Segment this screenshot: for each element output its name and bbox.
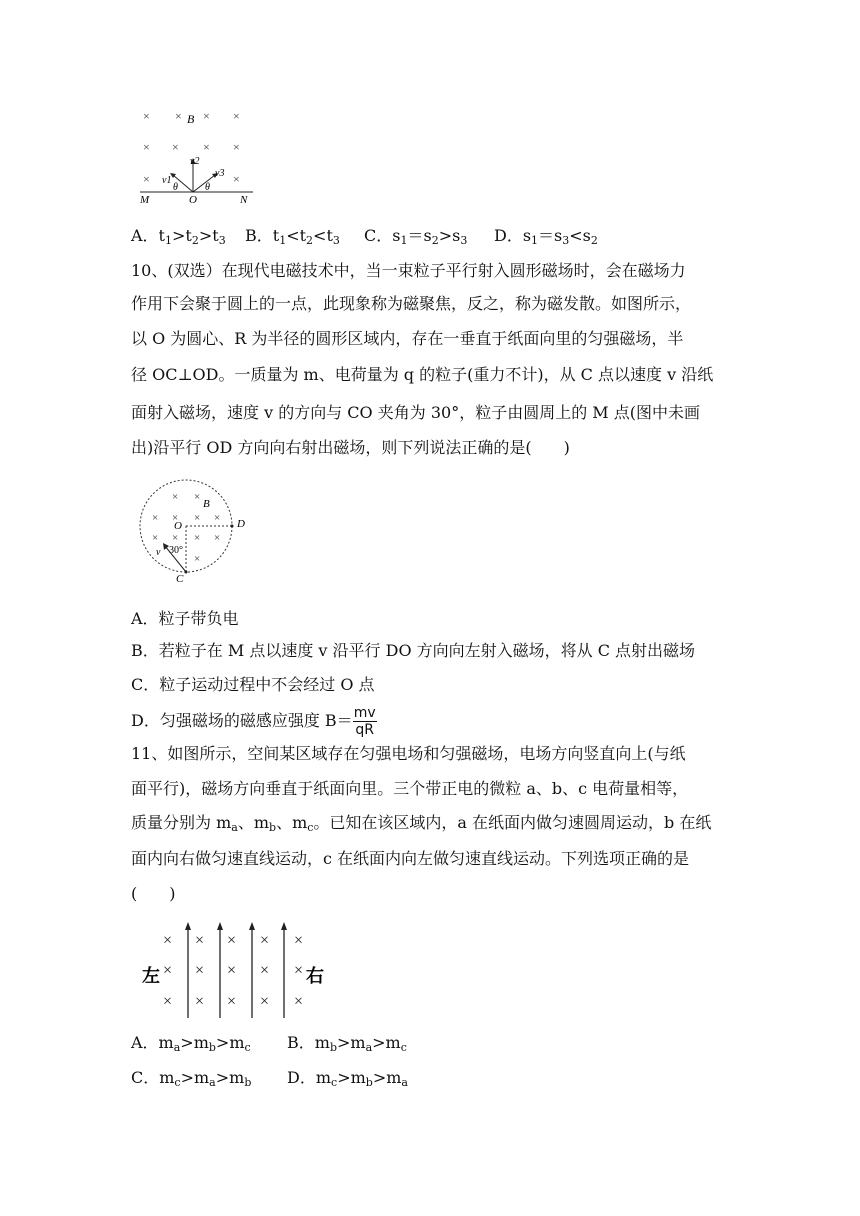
q11-option-D[interactable]: D．$m_c>m_b>m_a$ (287, 1068, 408, 1089)
q11-line-2: 面平行)，磁场方向垂直于纸面向里。三个带正电的微粒 a、b、c 电荷量相等， (131, 779, 689, 798)
q11-line-5: ( ) (131, 884, 176, 903)
label-O: O (174, 520, 182, 532)
svg-text:×: × (172, 491, 179, 503)
q10-option-C[interactable]: C．粒子运动过程中不会经过 O 点 (131, 675, 375, 694)
svg-text:×: × (172, 512, 179, 524)
label-N: N (240, 194, 248, 204)
magnetic-field-crosses (163, 932, 303, 1010)
svg-text:×: × (143, 140, 150, 154)
svg-text:×: × (163, 932, 173, 949)
q11-option-A[interactable]: A．$m_a>m_b>m_c$ (131, 1033, 251, 1054)
svg-text:×: × (233, 109, 240, 123)
svg-text:×: × (294, 932, 304, 949)
label-theta-right: θ (205, 182, 210, 193)
q11-option-B[interactable]: B．$m_b>m_a>m_c$ (287, 1033, 407, 1054)
svg-text:×: × (233, 140, 240, 154)
label-v: v (156, 547, 161, 558)
svg-text:×: × (152, 532, 159, 544)
svg-text:×: × (152, 512, 159, 524)
label-v1: v1 (162, 175, 172, 186)
svg-text:×: × (195, 932, 205, 949)
q9-option-B[interactable]: B．$t_1<t_2<t_3$ (245, 226, 340, 247)
q10-option-D-text: D．匀强磁场的磁感应强度 B＝ (131, 711, 353, 730)
q11-line-3: 质量分别为 $m_a$、$m_b$、$m_c$。已知在该区域内，a 在纸面内做匀速圆周运动，b 在纸 (131, 813, 712, 834)
svg-text:×: × (294, 993, 304, 1010)
q10-line-2: 作用下会聚于圆上的一点，此现象称为磁聚焦，反之，称为磁发散。如图所示， (131, 294, 692, 313)
q10-option-A[interactable]: A．粒子带负电 (131, 609, 239, 628)
svg-text:×: × (227, 932, 237, 949)
svg-text:×: × (203, 140, 210, 154)
figure-q11 (138, 918, 338, 1022)
svg-text:×: × (294, 962, 304, 979)
svg-text:×: × (163, 993, 173, 1010)
svg-text:×: × (195, 993, 205, 1010)
q11-option-C[interactable]: C．$m_c>m_a>m_b$ (131, 1068, 252, 1089)
figure-q9 (135, 104, 260, 204)
velocity-v3-arrow (193, 175, 215, 192)
q10-line-3: 以 O 为圆心、R 为半径的圆形区域内，存在一垂直于纸面向里的匀强磁场，半 (131, 329, 684, 348)
svg-text:×: × (194, 532, 201, 544)
label-D: D (237, 518, 245, 530)
fraction-mv-over-qR: $\frac{mv}{qR}$ (353, 705, 376, 738)
svg-text:×: × (143, 172, 150, 186)
svg-text:×: × (194, 491, 201, 503)
svg-text:×: × (214, 512, 221, 524)
q10-line-6: 出)沿平行 OD 方向向右射出磁场，则下列说法正确的是( ) (131, 438, 570, 457)
q10-option-B[interactable]: B．若粒子在 M 点以速度 v 沿平行 DO 方向向左射入磁场，将从 C 点射出磁场 (131, 641, 696, 660)
figure-q10 (138, 478, 253, 586)
label-B: B (203, 498, 210, 510)
q10-option-D[interactable] (131, 704, 377, 738)
label-theta-left: θ (173, 182, 178, 193)
label-left: 左 (142, 966, 160, 986)
q9-option-A[interactable]: A．$t_1>t_2>t_3$ (131, 226, 226, 247)
label-v3: v3 (215, 168, 225, 179)
q11-line-1: 11、如图所示，空间某区域存在匀强电场和匀强磁场，电场方向竖直向上(与纸 (131, 744, 686, 763)
svg-text:×: × (194, 553, 201, 565)
svg-text:×: × (172, 140, 179, 154)
q9-option-C[interactable]: C．$s_1=s_2>s_3$ (364, 226, 468, 247)
svg-text:×: × (260, 993, 270, 1010)
svg-text:×: × (143, 109, 150, 123)
svg-text:×: × (214, 532, 221, 544)
svg-text:×: × (227, 962, 237, 979)
q10-line-5: 面射入磁场，速度 v 的方向与 CO 夹角为 30°，粒子由圆周上的 M 点(图中未画 (131, 403, 700, 422)
svg-text:×: × (260, 962, 270, 979)
svg-text:×: × (172, 532, 179, 544)
svg-text:×: × (233, 172, 240, 186)
svg-text:×: × (227, 993, 237, 1010)
label-right: 右 (306, 966, 324, 986)
svg-text:×: × (203, 109, 210, 123)
label-C: C (176, 573, 184, 585)
label-O: O (189, 194, 197, 204)
svg-text:×: × (260, 932, 270, 949)
svg-text:×: × (195, 962, 205, 979)
label-M: M (140, 194, 150, 204)
q11-line-4: 面内向右做匀速直线运动，c 在纸面内向左做匀速直线运动。下列选项正确的是 (131, 849, 690, 868)
svg-text:×: × (175, 109, 182, 123)
q10-line-4: 径 OC⊥OD。一质量为 m、电荷量为 q 的粒子(重力不计)，从 C 点以速度 v 沿纸 (131, 365, 714, 384)
q10-line-1: 10、(双选）在现代电磁技术中，当一束粒子平行射入圆形磁场时，会在磁场力 (131, 261, 686, 280)
label-B: B (187, 112, 195, 126)
q9-option-D[interactable]: D．$s_1=s_3<s_2$ (494, 226, 598, 247)
label-v2: v2 (190, 156, 200, 167)
svg-text:×: × (194, 512, 201, 524)
svg-text:×: × (163, 962, 173, 979)
label-angle-30: 30° (169, 545, 183, 556)
